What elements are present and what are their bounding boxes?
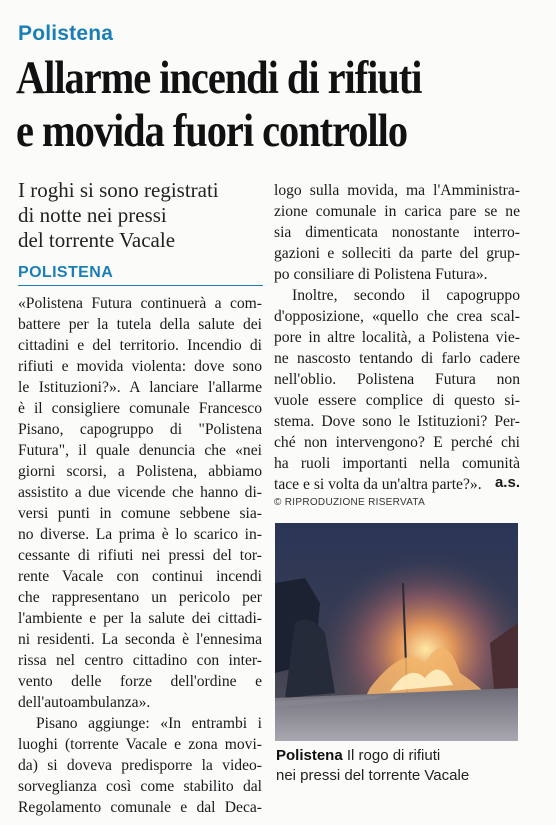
article-line: ni residenti. La seconda è l'ennesima — [18, 631, 262, 648]
article-line: sia dimenticata nonostante interro- — [274, 224, 520, 241]
article-line: dell'autoambulanza». — [18, 694, 151, 711]
article-line: sorveglianza così come stabilito dal — [18, 778, 262, 795]
article-line: stema. Dove sono le Istituzioni? Per- — [274, 413, 520, 430]
fire-photo-image — [275, 523, 518, 741]
article-line: ha ruoli importanti nella comunità — [274, 455, 520, 472]
copyright-notice: © RIPRODUZIONE RISERVATA — [274, 497, 426, 508]
article-line: rifiuti e movida violenta: dove sono — [18, 358, 262, 375]
article-line: tace e si volta da un'altra parte?». — [274, 476, 482, 493]
article-line: è il consigliere comunale Francesco — [18, 400, 262, 417]
caption-text-1: Il rogo di rifiuti — [342, 747, 441, 764]
article-line: ne nascosto tentando di farlo cadere — [274, 350, 520, 367]
article-line: vento delle forze dell'ordine e — [18, 673, 262, 690]
article-line: versi punti in comune sebbene sia- — [18, 505, 262, 522]
article-line: luoghi (torrente Vacale e zona movi- — [18, 736, 262, 753]
article-line: logo sulla movida, ma l'Amministra- — [274, 182, 520, 199]
article-line: d'opposizione, «quello che crea scal- — [274, 308, 520, 325]
subhead-line-2: di notte nei pressi — [18, 203, 167, 227]
article-line: che rappresentano un pericolo per — [18, 589, 262, 606]
article-line: no diverse. La prima è lo scarico in- — [18, 526, 262, 543]
article-line: «Polistena Futura continuerà a com- — [18, 295, 262, 312]
article-line: Inoltre, secondo il capogruppo — [292, 287, 520, 304]
article-line: rente Vacale con continui incendi — [18, 568, 262, 585]
article-line: l'ambiente e per la salute dei cittadi- — [18, 610, 262, 627]
article-line: cittadini e del territorio. Incendio di — [18, 337, 262, 354]
article-line: Futura", il quale denuncia che «nei — [18, 442, 262, 459]
article-line: cessante di rifiuti nei pressi del tor- — [18, 547, 262, 564]
article-line: le Istituzioni?». A lanciare l'allarme — [18, 379, 262, 396]
article-line: nell'oblio. Polistena Futura non — [274, 371, 520, 388]
article-line: battere per la tutela della salute dei — [18, 316, 262, 333]
article-line: Regolamento comunale e dal Deca- — [18, 799, 262, 816]
article-line: Pisano, capogruppo di "Polistena — [18, 421, 262, 438]
article-column-right — [274, 180, 520, 495]
photo-caption — [276, 746, 526, 786]
article-line: da) si doveva predisporre la video- — [18, 757, 262, 774]
fire-photo — [275, 523, 518, 741]
caption-location: Polistena — [276, 747, 343, 764]
author-signature: a.s. — [494, 474, 520, 491]
headline-line-1: Allarme incendi di rifiuti — [16, 52, 422, 104]
article-line: vuole essere complice di questo si- — [274, 392, 520, 409]
article-line: assistito a due vicende che hanno di- — [18, 484, 262, 501]
article-line: zione comunale in carica pare se ne — [274, 203, 520, 220]
headline-line-2: e movida fuori controllo — [16, 105, 408, 157]
headline — [16, 52, 472, 158]
article-line: po consiliare di Polistena Futura». — [274, 266, 488, 283]
article-column-left — [18, 293, 262, 818]
subhead-line-3: del torrente Vacale — [18, 228, 176, 252]
subhead — [18, 178, 253, 253]
article-line: gazioni e solleciti da parte del grup- — [274, 245, 520, 262]
caption-text-2: nei pressi del torrente Vacale — [276, 767, 470, 784]
article-line: pore in altre località, a Polistena vie- — [274, 329, 520, 346]
article-line: giorni scorsi, a Polistena, abbiamo — [18, 463, 262, 480]
subhead-line-1: I roghi si sono registrati — [18, 178, 219, 202]
kicker: Polistena — [18, 22, 114, 45]
article-line: rissa nel centro cittadino con inter- — [18, 652, 262, 669]
article-line: Pisano aggiunge: «In entrambi i — [36, 715, 262, 732]
section-tag: POLISTENA — [18, 264, 263, 286]
article-line: ché non intervengono? E perché chi — [274, 434, 520, 451]
